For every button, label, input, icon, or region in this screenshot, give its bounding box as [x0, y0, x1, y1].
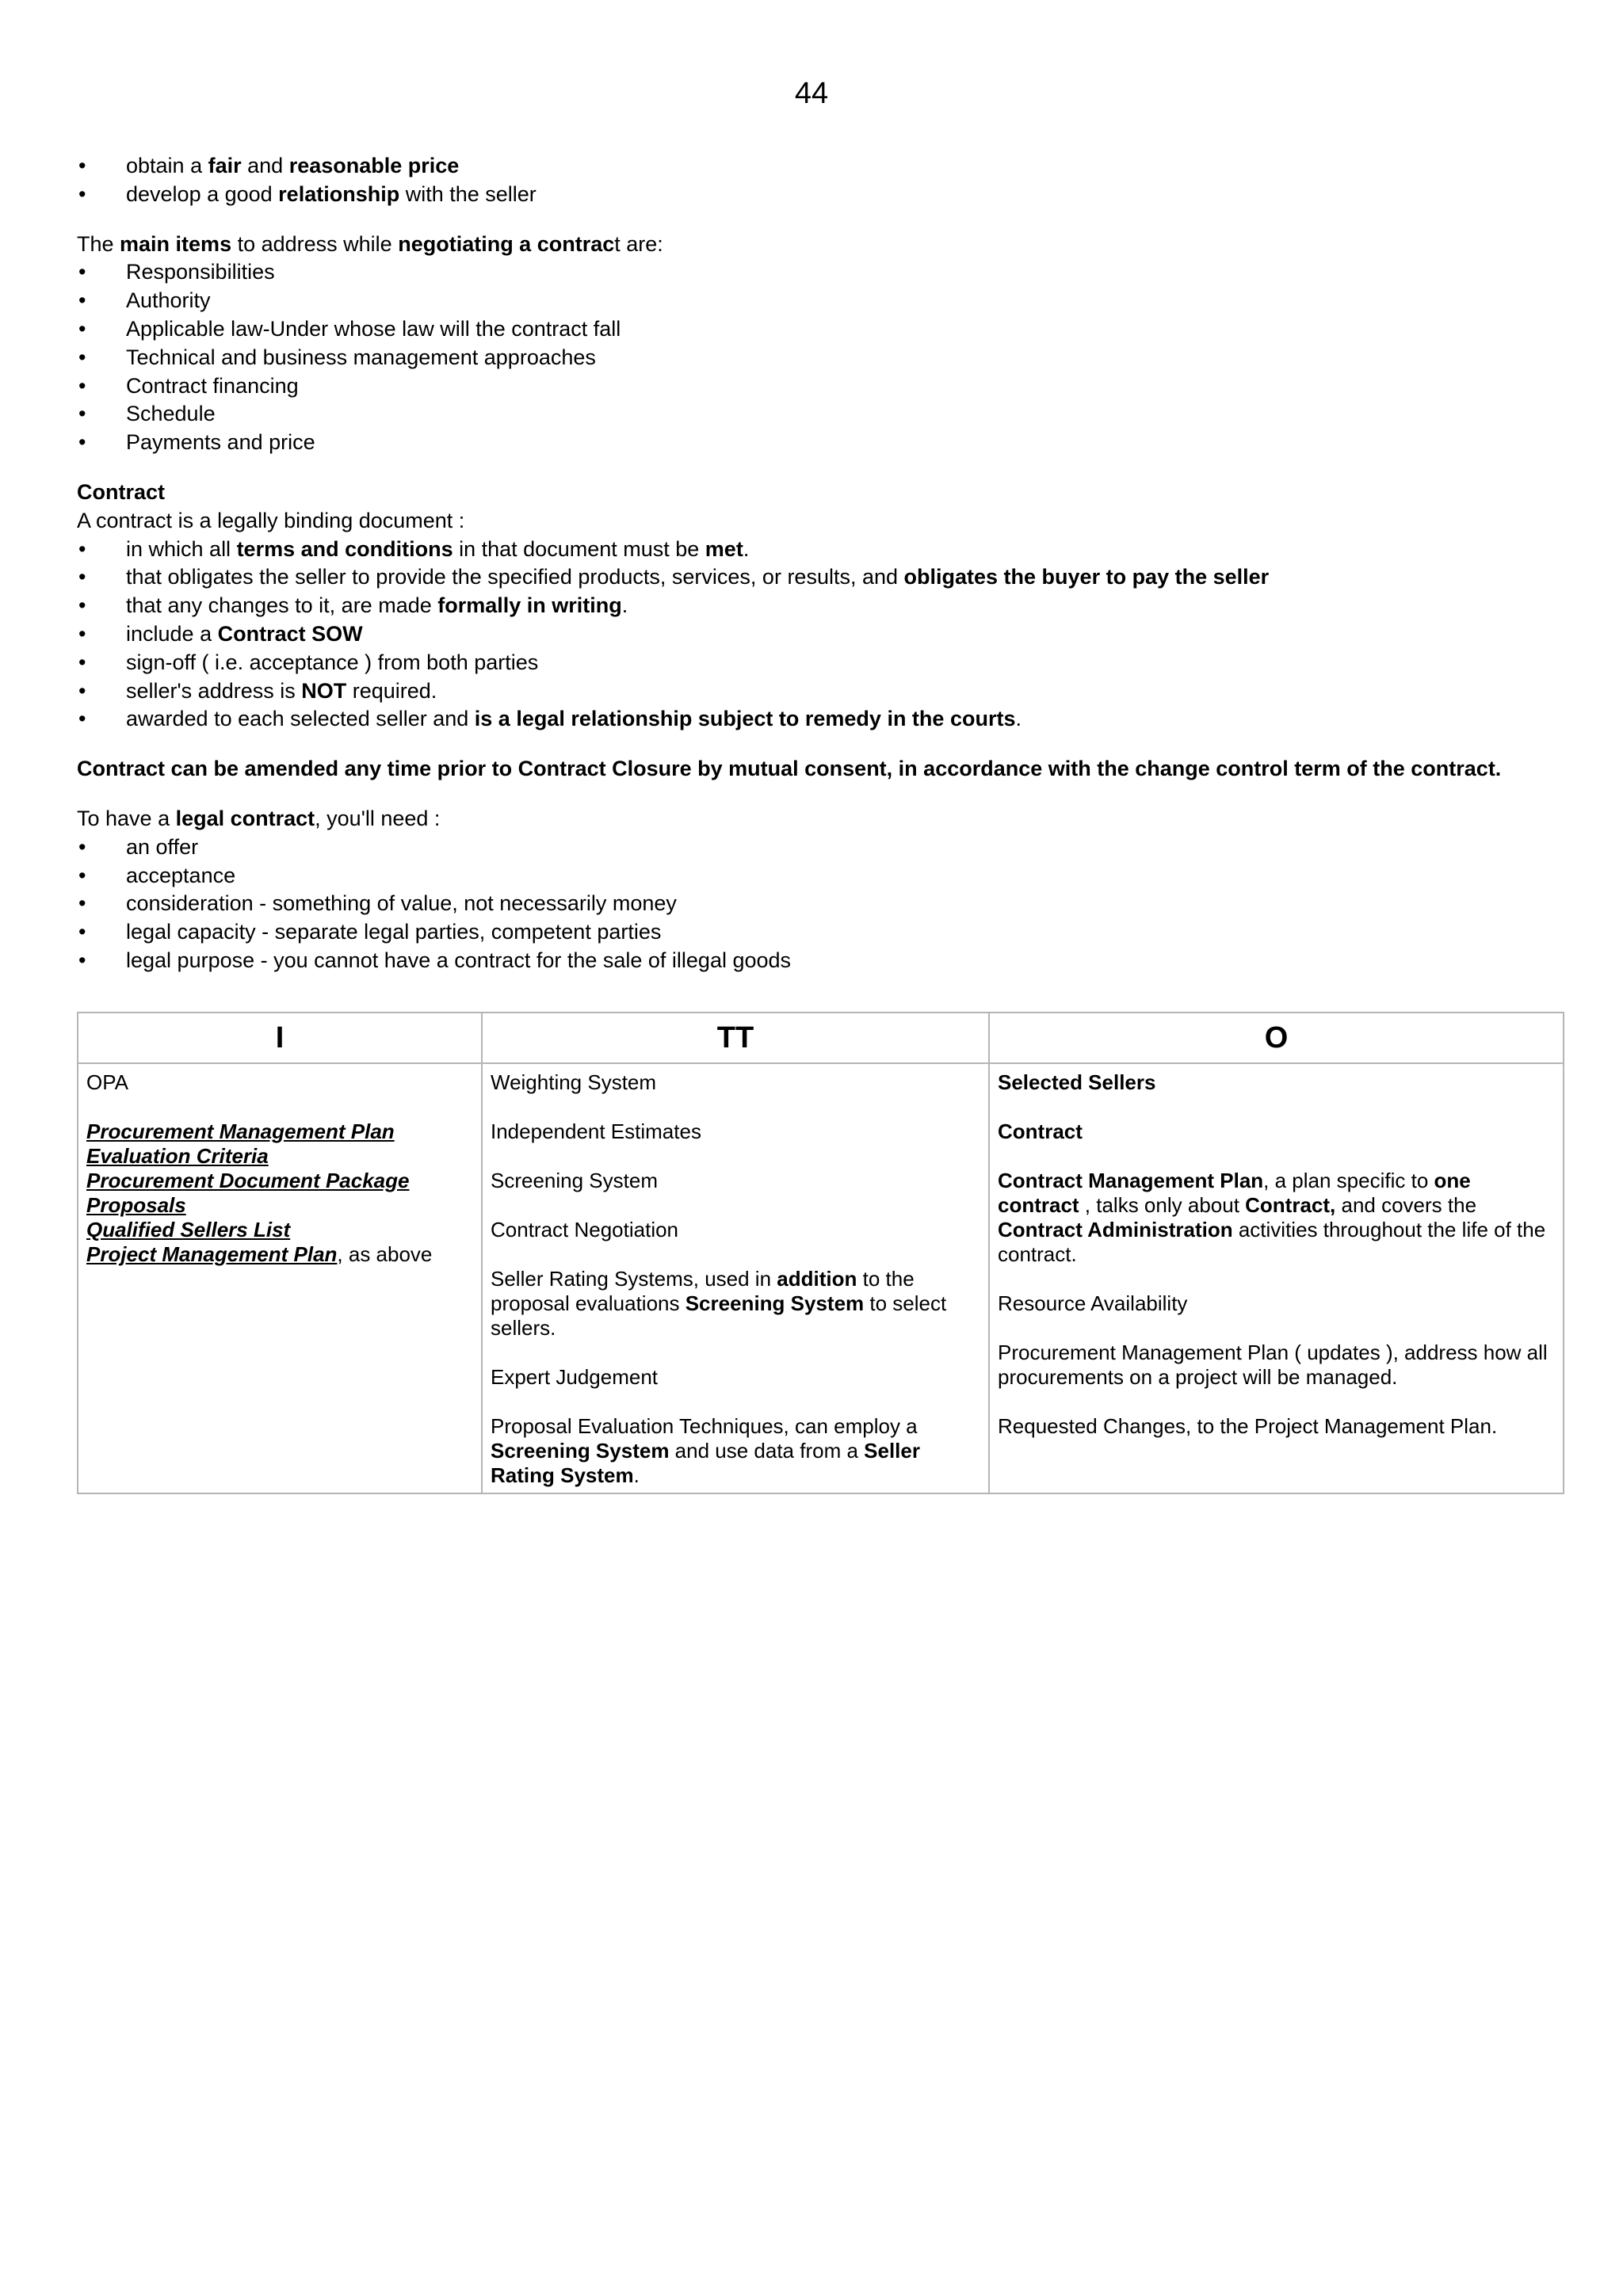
table-header-row [78, 1013, 1564, 1063]
text-run: Procurement Management Plan [86, 1119, 395, 1143]
tools-column-header: TT [482, 1013, 989, 1063]
text-run: and use data from a [669, 1439, 865, 1463]
text-run: Contract, [1245, 1193, 1336, 1217]
text-run: Contract [998, 1119, 1083, 1143]
text-run: met [705, 536, 743, 561]
text-run: , a plan specific to [1263, 1169, 1434, 1192]
cell-line [998, 1291, 1555, 1316]
inputs-cell [78, 1063, 482, 1493]
list-item [77, 592, 1567, 620]
list-item: • Authority [77, 287, 1567, 315]
text-run: seller's address is [126, 678, 302, 703]
list-item: • Responsibilities [77, 258, 1567, 287]
text-run: Contract Administration [998, 1218, 1233, 1241]
contract-heading: Contract [77, 479, 166, 504]
page-number: 44 [794, 77, 829, 110]
list-item [77, 649, 1567, 677]
list-item: • legal purpose - you cannot have a contract for the sale of illegal goods [77, 947, 1567, 975]
cell-line [998, 1414, 1555, 1439]
cell-line [86, 1070, 473, 1095]
text-run: negotiating a contrac [398, 231, 615, 256]
cell-line [491, 1119, 980, 1144]
text-run: Qualified Sellers List [86, 1218, 291, 1241]
list-item: • legal capacity - separate legal parties, competent parties [77, 918, 1567, 947]
text-run: and [241, 154, 289, 177]
legal-contract-list [77, 833, 1567, 975]
text-run: To have a [77, 806, 176, 830]
text-run: is a legal relationship subject to remedy in the courts [474, 707, 1016, 731]
cell-line [86, 1119, 473, 1144]
text-run: to the proposal evaluations [491, 1267, 915, 1315]
cell-line [491, 1414, 980, 1488]
text-run: . [1015, 707, 1022, 731]
list-item [77, 152, 1567, 181]
text-run: to address while [231, 231, 399, 256]
cell-line [86, 1169, 473, 1193]
text-run: Independent Estimates [491, 1119, 701, 1143]
intro-bullet-list [77, 152, 1567, 209]
text-run: Proposals [86, 1193, 186, 1217]
list-item: • consideration - something of value, not necessarily money [77, 890, 1567, 918]
text-run: to select sellers. [491, 1291, 947, 1340]
text-run: . [633, 1463, 640, 1487]
text-run: addition [777, 1267, 857, 1291]
text-run: Proposal Evaluation Techniques, can employ a [491, 1414, 918, 1438]
text-run: Evaluation Criteria [86, 1144, 269, 1168]
list-item: • an offer [77, 833, 1567, 862]
text-run: Contract SOW [217, 621, 363, 646]
cell-line [491, 1218, 980, 1242]
cell-line [998, 1341, 1555, 1390]
table-row [78, 1063, 1564, 1493]
text-run: Screening System [491, 1169, 658, 1192]
text-run: The [77, 231, 120, 256]
tools-cell [482, 1063, 989, 1493]
text-run: include a [126, 621, 218, 646]
list-item: • Applicable law-Under whose law will the contract fall [77, 315, 1567, 344]
amend-statement: Contract can be amended any time prior to Contract Closure by mutual consent, in accordance with the change control term of the contract. [77, 757, 1502, 781]
list-item: • Payments and price [77, 429, 1567, 457]
text-run: that any changes to it, are made [126, 593, 438, 618]
list-item [77, 620, 1567, 649]
text-run: Resource Availability [998, 1291, 1188, 1315]
contract-bullet-list [77, 536, 1567, 734]
cell-line [86, 1242, 473, 1267]
text-run: , as above [337, 1242, 433, 1266]
text-run: legal contract [175, 806, 315, 830]
text-run: that obligates the seller to provide the specified products, services, or results, and [126, 565, 904, 589]
text-run: obtain a [126, 154, 208, 177]
list-item: • Schedule [77, 400, 1567, 429]
list-item: • Technical and business management approaches [77, 344, 1567, 372]
inputs-column-header: I [78, 1013, 482, 1063]
text-run: Expert Judgement [491, 1365, 659, 1389]
cell-line [86, 1144, 473, 1169]
outputs-cell [989, 1063, 1564, 1493]
text-run: t are: [614, 231, 663, 256]
text-run: terms and conditions [236, 536, 453, 561]
ito-table [77, 1012, 1564, 1494]
text-run: , talks only about [1079, 1193, 1246, 1217]
text-run: formally in writing [437, 593, 622, 618]
text-run: obligates the buyer to pay the seller [903, 565, 1270, 589]
text-run: Seller Rating Systems, used in [491, 1267, 777, 1291]
list-item: • acceptance [77, 862, 1567, 891]
document-body [77, 152, 1567, 975]
text-run: , you'll need : [315, 806, 441, 830]
main-items-intro [77, 231, 1567, 259]
text-run: . [743, 536, 750, 561]
text-run: awarded to each selected seller and [126, 707, 475, 731]
text-run: Procurement Document Package [86, 1169, 410, 1192]
cell-line [86, 1218, 473, 1242]
cell-line [491, 1169, 980, 1193]
text-run: and covers the [1335, 1193, 1477, 1217]
text-run: Contract Management Plan [998, 1169, 1264, 1192]
cell-line [998, 1169, 1555, 1267]
cell-line [998, 1119, 1555, 1144]
text-run: sign-off ( i.e. acceptance ) from both parties [126, 650, 539, 674]
list-item [77, 705, 1567, 734]
text-run: Contract Negotiation [491, 1218, 679, 1241]
list-item [77, 536, 1567, 564]
text-run: Project Management Plan [86, 1242, 338, 1266]
text-run: Screening System [491, 1439, 670, 1463]
outputs-column-header: O [989, 1013, 1564, 1063]
text-run: activities throughout the life of the contract. [998, 1218, 1546, 1266]
text-run: Selected Sellers [998, 1070, 1156, 1094]
cell-line [998, 1070, 1555, 1095]
text-run: relationship [278, 181, 400, 206]
text-run: reasonable price [288, 154, 460, 177]
text-run: Screening System [685, 1291, 865, 1315]
legal-contract-intro [77, 805, 1567, 833]
main-items-list [77, 258, 1567, 457]
cell-line [491, 1267, 980, 1341]
text-run: NOT [301, 678, 347, 703]
text-run: in that document must be [453, 536, 705, 561]
text-run: main items [120, 231, 232, 256]
cell-line [86, 1193, 473, 1218]
list-item: • Contract financing [77, 372, 1567, 401]
contract-intro: A contract is a legally binding document : [77, 508, 465, 532]
list-item [77, 563, 1567, 592]
text-run: one contract [998, 1169, 1471, 1217]
text-run: with the seller [399, 181, 537, 206]
text-run: required. [346, 678, 437, 703]
text-run: develop a good [126, 181, 279, 206]
cell-line [491, 1365, 980, 1390]
text-run: fair [208, 154, 242, 177]
cell-line [491, 1070, 980, 1095]
text-run: Procurement Management Plan ( updates ), address how all procurements on a project will be managed. [998, 1341, 1548, 1389]
text-run: in which all [126, 536, 237, 561]
text-run: Requested Changes, to the Project Management Plan. [998, 1414, 1498, 1438]
text-run: OPA [86, 1070, 128, 1094]
list-item [77, 677, 1567, 706]
list-item [77, 181, 1567, 209]
text-run: Seller Rating System [491, 1439, 920, 1487]
text-run: . [621, 593, 628, 618]
text-run: Weighting System [491, 1070, 657, 1094]
